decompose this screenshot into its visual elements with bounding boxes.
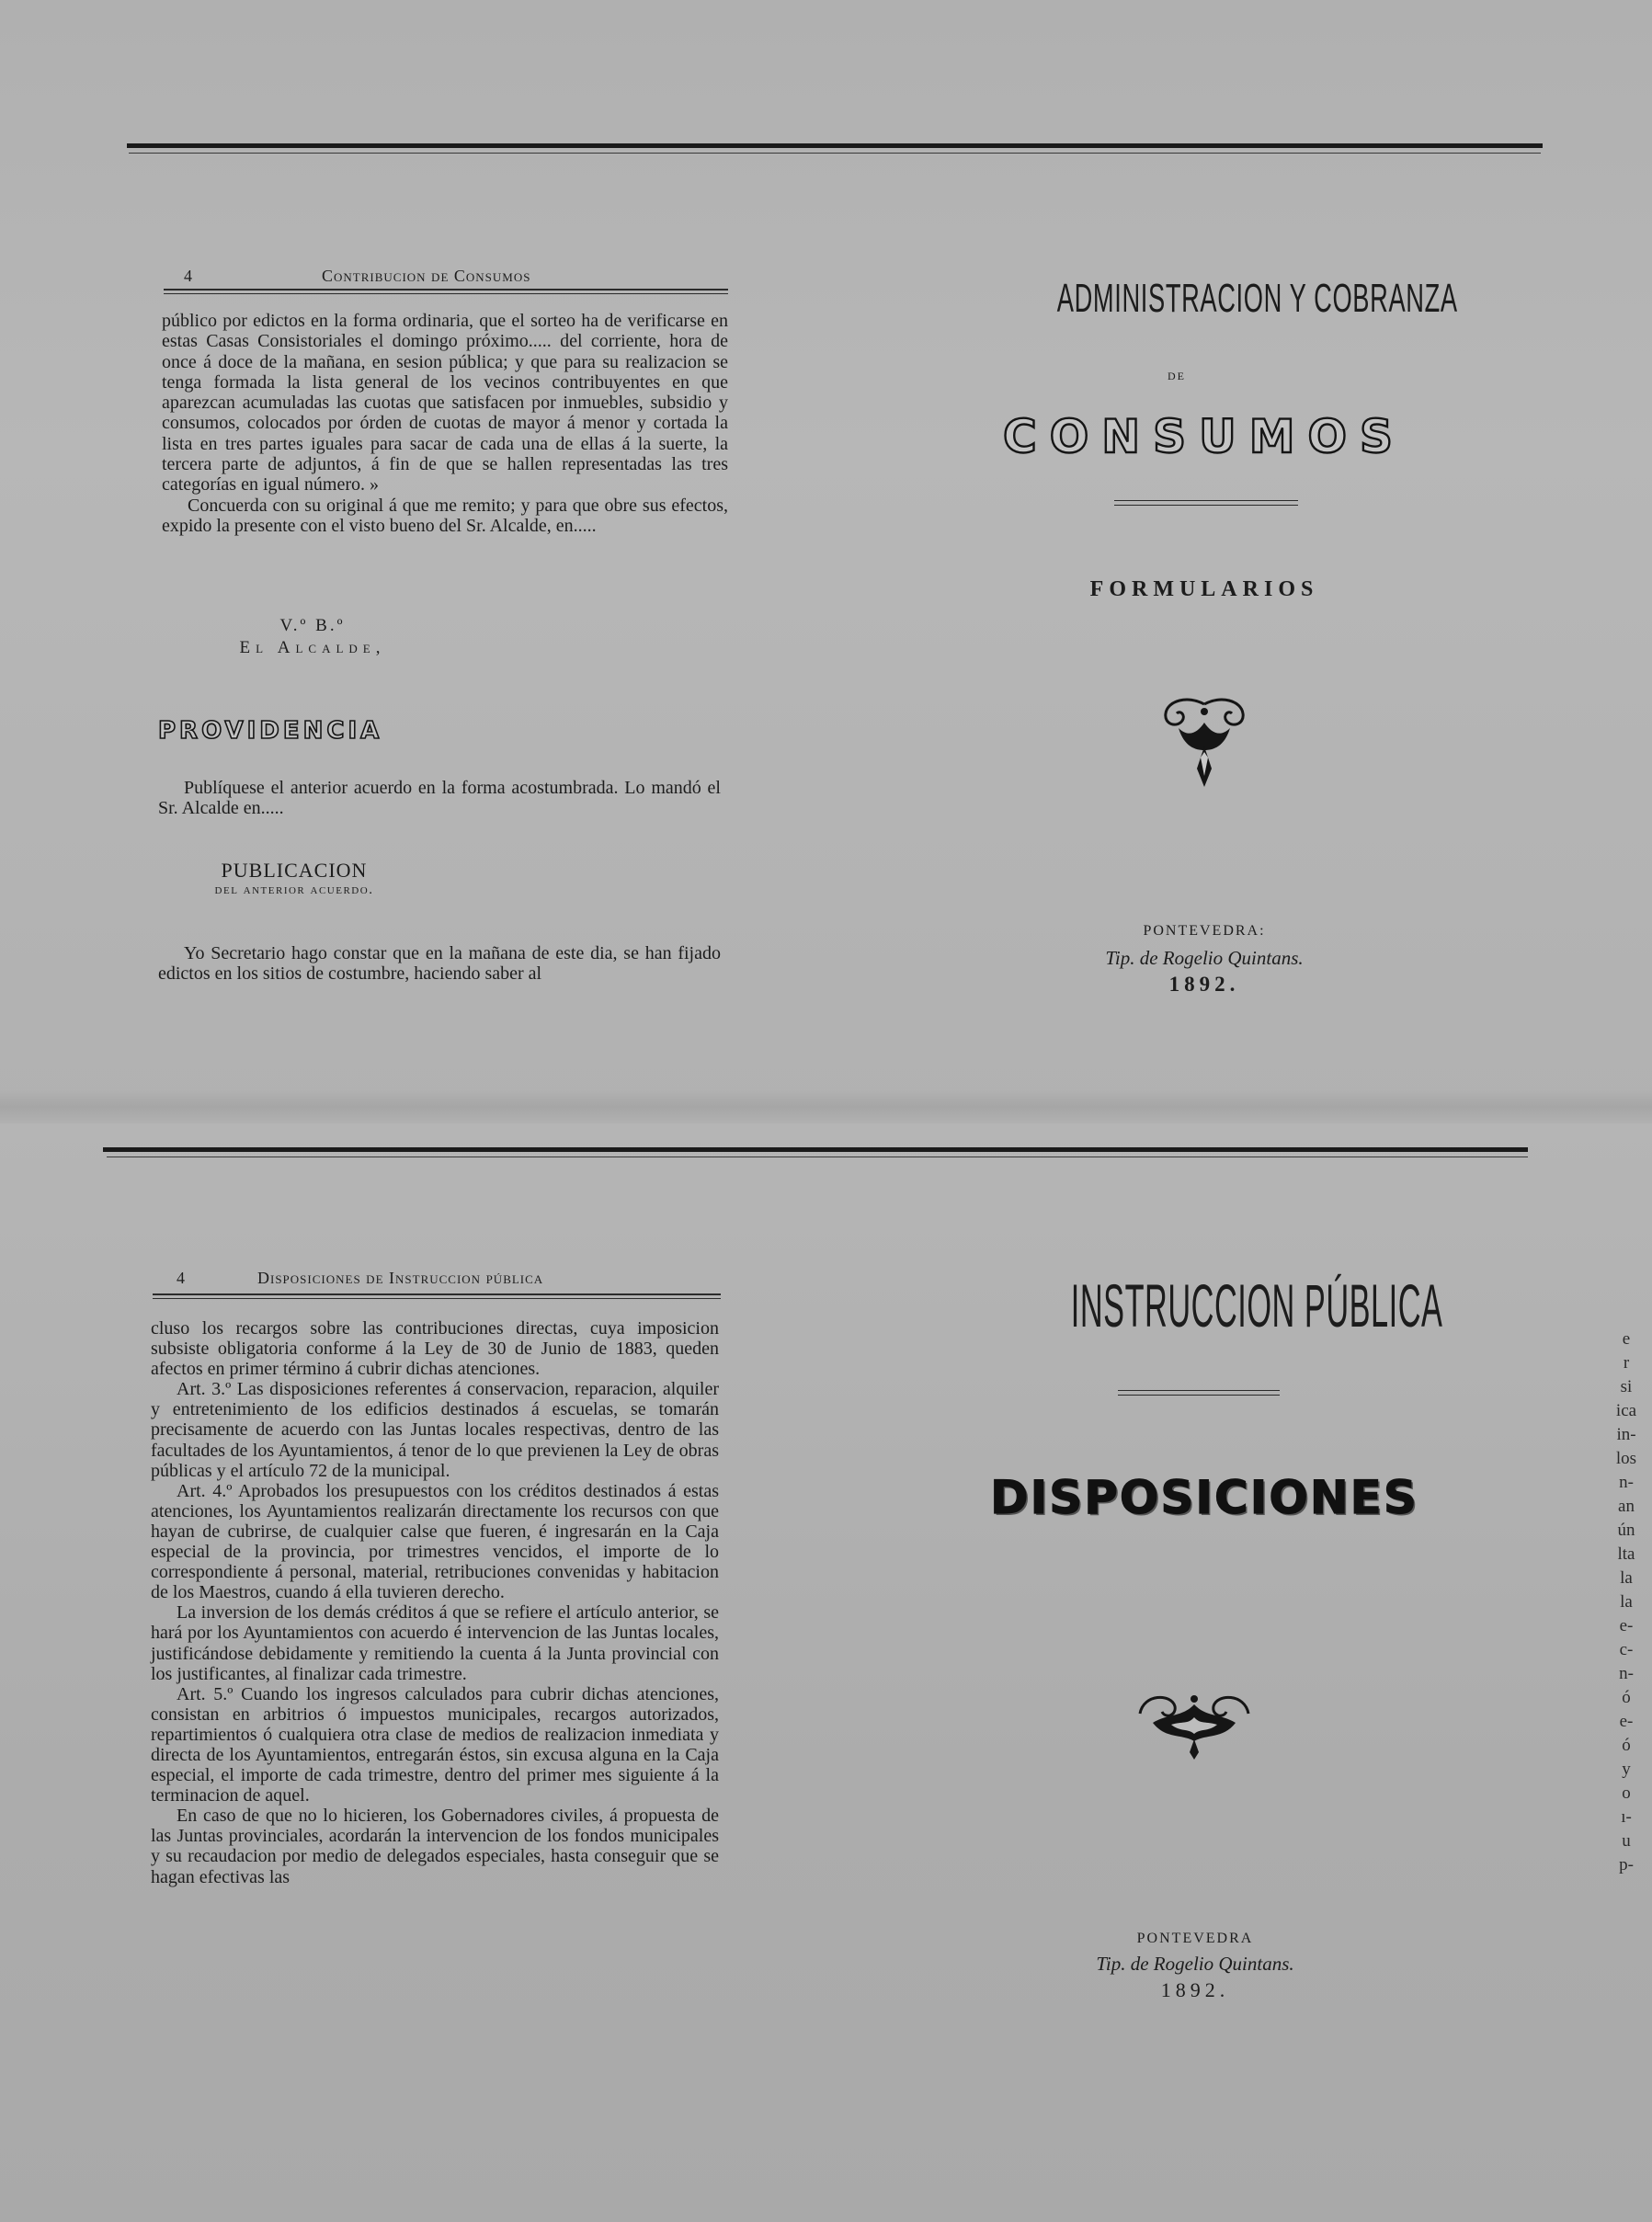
paragraph: En caso de que no lo hicieren, los Gobernadores civiles, á propuesta de las Juntas provinciales, acordarán la intervencion de los fondos municipales y su recaudacion por medio de delegados especiales, hasta conseguir que se hagan efectivas las: [151, 1806, 719, 1887]
running-head-rule: [153, 1293, 721, 1295]
paragraph: Art. 4.º Aprobados los presupuestos con los créditos destinados á estas atenciones, los Ayuntamientos realizarán directamente los recursos con que hayan de cubrirse, de cualquier calse que fueren, é ingresarán en la Caja especial de la provincia, por trimestres vencidos, el importe de lo correspondiente á personal, material, retribuciones convenidas y habitacion de los Maestros, cuando á ella tuvieren derecho.: [151, 1480, 719, 1603]
imprint-printer: Tip. de Rogelio Quintans.: [1105, 947, 1304, 969]
paragraph: Art. 5.º Cuando los ingresos calculados para cubrir dichas atenciones, consistan en arbitrios ó impuestos municipales, recargos autorizados, repartimientos ó cualquiera otra clase de medios de realizacion inmediata y directa de los Ayuntamientos, entregarán éstos, sin excusa alguna en la Caja especial, el importe de cada trimestre, dentro del primer mes siguiente á la terminacion de aquel.: [151, 1683, 719, 1806]
edge-bleed-fragment: si: [1620, 1377, 1633, 1396]
running-head-rule-thin: [164, 293, 728, 294]
edge-bleed-fragment: ı-: [1621, 1807, 1632, 1827]
running-title: Disposiciones de Instruccion pública: [257, 1269, 544, 1287]
title-formularios: FORMULARIOS: [1089, 577, 1319, 601]
paragraph: Yo Secretario hago constar que en la mañana de este dia, se han fijado edictos en los sitios de costumbre, haciendo saber al: [158, 943, 721, 985]
edge-bleed-fragment: los: [1615, 1449, 1637, 1468]
publicacion-subtitle: del anterior acuerdo.: [214, 883, 374, 897]
title-consumos: CONSUMOS: [1003, 410, 1406, 463]
edge-bleed-fragment: lta: [1617, 1544, 1635, 1564]
page-number: 4: [184, 267, 193, 285]
paragraph: Art. 3.º Las disposiciones referentes á conservacion, reparacion, alquiler y entretenimiento de los edificios destinados á escuelas, se tomarán precisamente de acuerdo con las Juntas locales respectivas, dentro de las facultades de los Ayuntamientos, á tenor de lo que previenen la Ley de obras públicas y el artículo 72 de la municipal.: [151, 1379, 719, 1481]
edge-bleed-fragment: ica: [1615, 1401, 1637, 1420]
edge-bleed-fragment: n-: [1619, 1473, 1634, 1492]
consumos-body-text: [162, 311, 728, 536]
edge-bleed-fragment: e-: [1619, 1616, 1634, 1635]
visto-bueno: V.º B.º: [279, 616, 346, 635]
edge-bleed-fragment: ún: [1617, 1521, 1635, 1540]
imprint-printer: Tip. de Rogelio Quintans.: [1096, 1953, 1294, 1975]
running-head-rule-thin: [153, 1298, 721, 1299]
edge-bleed-fragment: an: [1618, 1497, 1635, 1516]
edge-bleed-fragment: p-: [1619, 1855, 1634, 1874]
edge-bleed-fragment: n-: [1619, 1664, 1634, 1683]
paragraph: público por edictos en la forma ordinaria, que el sorteo ha de verificarse en estas Casas Consistoriales el domingo próximo..... del corriente, hora de once á doce de la mañana, en sesion pública; y que para su realizacion se tenga formada la lista general de los vecinos contribuyentes en que aparezcan acumuladas las cuotas que satisfacen por inmuebles, subsidio y consumos, colocados por órden de cuotas de mayor á menor y cortada la lista en tres partes iguales para sacar de cada una de ellas á la suerte, la tercera parte de adjuntos, á fin de que se hallen representadas las tres categorías en igual número. »: [162, 311, 728, 496]
edge-bleed-fragment: y: [1622, 1760, 1631, 1779]
running-title: Contribucion de Consumos: [322, 267, 531, 285]
bottom-sheet: [0, 1123, 1652, 2222]
providencia-heading: PROVIDENCIA: [158, 717, 383, 745]
edge-bleed-text: [1611, 1328, 1642, 1877]
providencia-text: [158, 778, 721, 819]
imprint-city: PONTEVEDRA:: [1143, 923, 1266, 939]
imprint-year: 1892.: [1160, 1978, 1230, 2001]
paragraph: Publíquese el anterior acuerdo en la forma acostumbrada. Lo mandó el Sr. Alcalde en.....: [158, 778, 721, 819]
edge-bleed-fragment: r: [1623, 1353, 1630, 1373]
sheet-fold: [0, 1090, 1652, 1123]
publicacion-title: PUBLICACION: [221, 859, 368, 882]
running-head-rule: [164, 289, 728, 291]
edge-bleed-fragment: e-: [1619, 1712, 1634, 1731]
edge-bleed-fragment: ó: [1622, 1736, 1631, 1755]
title-de: DE: [1168, 370, 1186, 382]
edge-bleed-fragment: la: [1620, 1568, 1633, 1588]
disposiciones-body-text: [151, 1318, 719, 1887]
fleuron-ornament: [1160, 695, 1248, 791]
bottom-horizontal-rule: [103, 1147, 1528, 1152]
top-horizontal-rule-thin: [129, 153, 1541, 154]
edge-bleed-fragment: u: [1622, 1831, 1631, 1851]
alcalde-signature-line: El Alcalde,: [239, 638, 386, 657]
imprint-year: 1892.: [1168, 973, 1240, 996]
edge-bleed-fragment: e: [1622, 1329, 1631, 1349]
title-disposiciones: DISPOSICIONES: [990, 1471, 1418, 1524]
edge-bleed-fragment: la: [1620, 1592, 1633, 1612]
paragraph: cluso los recargos sobre las contribuciones directas, cuya imposicion subsiste obligatoria conforme á la Ley de 30 de Junio de 1883, queden afectos en primer término á cubrir dichas atenciones.: [151, 1318, 719, 1380]
decorative-rule: [1118, 1390, 1280, 1396]
vignette-ornament: [1134, 1686, 1254, 1761]
closing-text: [158, 943, 721, 985]
edge-bleed-fragment: o: [1622, 1783, 1631, 1803]
title-administracion: ADMINISTRACION Y COBRANZA: [1056, 276, 1458, 321]
edge-bleed-fragment: in-: [1616, 1425, 1636, 1444]
top-horizontal-rule: [127, 143, 1543, 148]
title-instruccion-publica: INSTRUCCION PÚBLICA: [1070, 1271, 1443, 1339]
paragraph: Concuerda con su original á que me remito; y para que obre sus efectos, expido la presente con el visto bueno del Sr. Alcalde, en.....: [162, 495, 728, 536]
imprint-city: PONTEVEDRA: [1136, 1931, 1254, 1946]
decorative-rule: [1114, 500, 1298, 506]
edge-bleed-fragment: ó: [1622, 1688, 1631, 1707]
edge-bleed-fragment: c-: [1619, 1640, 1634, 1659]
page-number: 4: [177, 1269, 186, 1287]
paragraph: La inversion de los demás créditos á que se refiere el artículo anterior, se hará por los Ayuntamientos con acuerdo é intervencion de las Juntas locales, justificándose debidamente y remitiendo la cuenta á la Junta provincial con los justificantes, al finalizar cada trimestre.: [151, 1602, 719, 1684]
